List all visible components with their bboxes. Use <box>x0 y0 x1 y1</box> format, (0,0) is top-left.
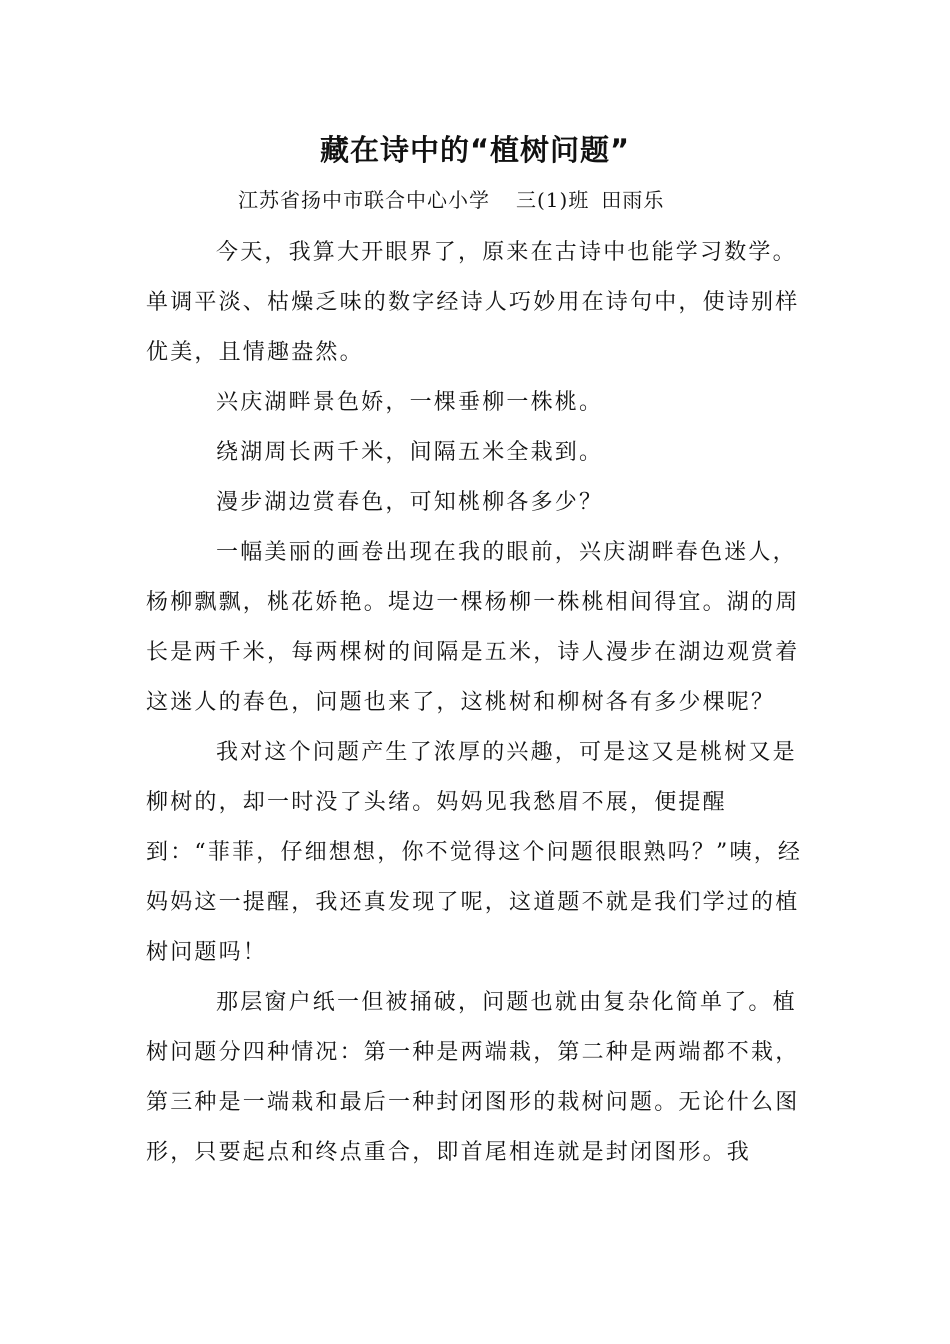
document-body <box>146 228 810 1178</box>
byline <box>238 184 838 216</box>
school-name: 江苏省扬中市联合中心小学 <box>238 188 490 212</box>
poem-line: 绕湖周长两千米，间隔五米全栽到。 <box>216 440 604 465</box>
document-title: 藏在诗中的“植树问题” <box>319 133 631 167</box>
paragraph: 今天，我算大开眼界了，原来在古诗中也能学习数学。单调平淡、枯燥乏味的数字经诗人巧妙用在诗句中，使诗别样优美，且情趣盎然。 <box>146 240 800 365</box>
author-name: 田雨乐 <box>601 188 665 212</box>
paragraph: 一幅美丽的画卷出现在我的眼前，兴庆湖畔春色迷人，杨柳飘飘，桃花娇艳。堤边一棵杨柳一株桃相间得宜。湖的周长是两千米，每两棵树的间隔是五米，诗人漫步在湖边观赏着这迷人的春色，问题也来了，这桃树和柳树各有多少棵呢？ <box>146 540 800 715</box>
poem-line: 兴庆湖畔景色娇，一棵垂柳一株桃。 <box>216 390 604 415</box>
paragraph: 我对这个问题产生了浓厚的兴趣，可是这又是桃树又是柳树的，却一时没了头绪。妈妈见我愁眉不展，便提醒到：“菲菲，仔细想想，你不觉得这个问题很眼熟吗？”咦，经妈妈这一提醒，我还真发现了呢，这道题不就是我们学过的植树问题吗！ <box>146 740 803 965</box>
poem-line: 漫步湖边赏春色，可知桃柳各多少？ <box>216 490 604 515</box>
class-name: 三(1)班 <box>516 188 590 212</box>
paragraph: 那层窗户纸一但被捅破，问题也就由复杂化简单了。植树问题分四种情况：第一种是两端栽，第二种是两端都不栽，第三种是一端栽和最后一种封闭图形的栽树问题。无论什么图形，只要起点和终点重合，即首尾相连就是封闭图形。我 <box>146 990 800 1165</box>
